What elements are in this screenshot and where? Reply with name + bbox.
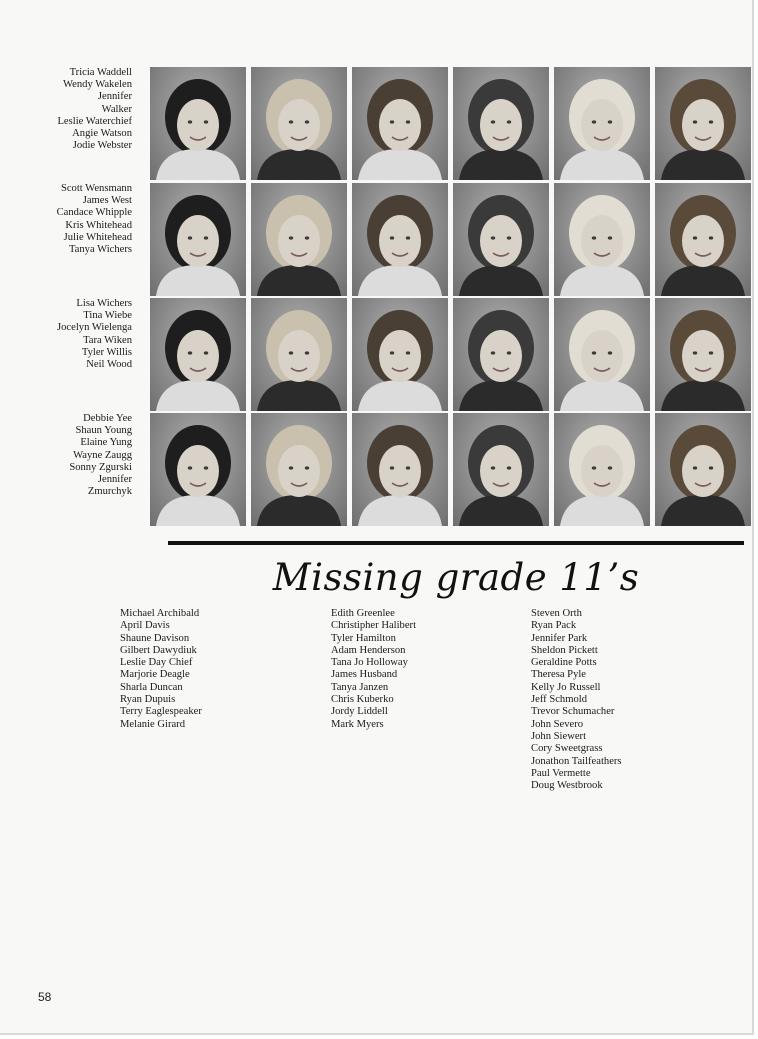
portrait-shape — [156, 380, 240, 411]
student-portrait — [453, 298, 549, 411]
portrait-shape — [682, 445, 724, 497]
portrait-shape — [560, 380, 644, 411]
portrait-shape — [709, 351, 713, 354]
portrait-shape — [406, 466, 410, 469]
portrait-shape — [592, 351, 596, 354]
missing-name: Ryan Dupuis — [120, 694, 176, 706]
missing-name: April Davis — [120, 620, 170, 632]
missing-name: Tana Jo Holloway — [331, 657, 408, 669]
missing-name: Mark Myers — [331, 718, 384, 730]
portrait-shape — [278, 215, 320, 267]
student-portrait — [251, 67, 347, 180]
portrait-shape — [491, 351, 495, 354]
portrait-shape — [379, 445, 421, 497]
missing-name: Trevor Schumacher — [531, 706, 615, 718]
student-name: Tara Wiken — [83, 334, 132, 346]
student-portrait — [453, 67, 549, 180]
photo-strip — [150, 67, 751, 180]
portrait-shape — [278, 445, 320, 497]
portrait-shape — [177, 445, 219, 497]
missing-name: Doug Westbrook — [531, 780, 603, 792]
missing-list-column-1 — [120, 608, 202, 731]
portrait-shape — [204, 236, 208, 239]
portrait-shape — [358, 495, 442, 526]
portrait-shape — [379, 215, 421, 267]
portrait-shape — [682, 215, 724, 267]
missing-name: Theresa Pyle — [531, 669, 587, 681]
missing-name: James Husband — [331, 669, 398, 681]
portrait-shape — [390, 120, 394, 123]
missing-name: John Severo — [531, 718, 584, 730]
missing-name: Melanie Girard — [120, 718, 186, 730]
portrait-shape — [156, 265, 240, 296]
missing-list-column-2 — [331, 608, 416, 731]
portrait-shape — [709, 236, 713, 239]
portrait-shape — [608, 236, 612, 239]
portrait-shape — [289, 236, 293, 239]
portrait-shape — [305, 120, 309, 123]
missing-name: Cory Sweetgrass — [531, 743, 603, 755]
missing-name: Gilbert Dawydiuk — [120, 644, 197, 656]
student-portrait — [251, 413, 347, 526]
photo-strip — [150, 413, 751, 526]
portrait-shape — [507, 236, 511, 239]
student-portrait — [352, 413, 448, 526]
missing-name: Jeff Schmold — [531, 694, 588, 706]
portrait-shape — [608, 466, 612, 469]
portrait-shape — [709, 120, 713, 123]
portrait-shape — [406, 351, 410, 354]
student-portrait — [251, 298, 347, 411]
name-list-row-2 — [20, 183, 132, 256]
portrait-shape — [581, 99, 623, 151]
student-portrait — [554, 67, 650, 180]
portrait-shape — [693, 236, 697, 239]
portrait-shape — [608, 351, 612, 354]
portrait-shape — [491, 120, 495, 123]
student-name: Jocelyn Wielenga — [57, 322, 132, 334]
portrait-shape — [156, 495, 240, 526]
portrait-shape — [480, 215, 522, 267]
portrait-shape — [459, 149, 543, 180]
portrait-shape — [379, 99, 421, 151]
student-name: Walker — [101, 103, 132, 115]
portrait-shape — [305, 236, 309, 239]
student-portrait — [150, 67, 246, 180]
page-number: 58 — [38, 990, 52, 1004]
student-portrait — [655, 67, 751, 180]
student-portrait — [352, 183, 448, 296]
photo-strip — [150, 298, 751, 411]
portrait-shape — [592, 466, 596, 469]
student-name: Jennifer — [97, 91, 132, 103]
portrait-shape — [693, 120, 697, 123]
name-list-row-3 — [20, 298, 132, 371]
missing-name: Sheldon Pickett — [531, 644, 598, 656]
portrait-shape — [257, 380, 341, 411]
portrait-shape — [709, 466, 713, 469]
portrait-shape — [682, 99, 724, 151]
portrait-shape — [560, 265, 644, 296]
missing-name: Jennifer Park — [531, 632, 588, 644]
portrait-shape — [693, 466, 697, 469]
photo-strip — [150, 183, 751, 296]
student-portrait — [453, 183, 549, 296]
missing-name: Edith Greenlee — [331, 608, 395, 619]
student-portrait — [655, 183, 751, 296]
portrait-shape — [204, 466, 208, 469]
missing-name: Geraldine Potts — [531, 657, 597, 669]
student-portrait — [554, 183, 650, 296]
portrait-shape — [693, 351, 697, 354]
student-portrait — [150, 413, 246, 526]
portrait-shape — [390, 351, 394, 354]
missing-name: John Siewert — [531, 730, 587, 742]
missing-name: Ryan Pack — [531, 620, 577, 632]
student-portrait — [554, 413, 650, 526]
portrait-shape — [390, 466, 394, 469]
missing-name: Leslie Day Chief — [120, 657, 193, 669]
student-name: Leslie Waterchief — [57, 115, 132, 127]
missing-name: Paul Vermette — [531, 767, 591, 779]
missing-name: Steven Orth — [531, 608, 582, 619]
portrait-shape — [188, 236, 192, 239]
student-name: Jennifer — [97, 474, 132, 486]
portrait-shape — [278, 99, 320, 151]
portrait-shape — [188, 120, 192, 123]
portrait-shape — [289, 351, 293, 354]
portrait-shape — [480, 330, 522, 382]
student-name: Wayne Zaugg — [73, 449, 132, 461]
missing-name: Christipher Halibert — [331, 620, 417, 632]
student-name: Kris Whitehead — [65, 219, 132, 231]
missing-name: Adam Henderson — [331, 644, 406, 656]
section-divider — [168, 541, 744, 545]
portrait-shape — [459, 495, 543, 526]
portrait-shape — [661, 149, 745, 180]
missing-name: Marjorie Deagle — [120, 669, 190, 681]
missing-name: Michael Archibald — [120, 608, 200, 619]
portrait-shape — [358, 265, 442, 296]
student-name: Angie Watson — [72, 128, 132, 140]
portrait-shape — [581, 445, 623, 497]
missing-name: Chris Kuberko — [331, 694, 394, 706]
student-name: Tanya Wichers — [68, 244, 132, 256]
portrait-shape — [289, 120, 293, 123]
student-portrait — [655, 413, 751, 526]
portrait-shape — [156, 149, 240, 180]
portrait-shape — [204, 120, 208, 123]
portrait-shape — [581, 330, 623, 382]
portrait-shape — [661, 265, 745, 296]
name-list-row-1 — [20, 67, 132, 152]
portrait-shape — [661, 380, 745, 411]
missing-name: Tyler Hamilton — [331, 632, 396, 644]
portrait-shape — [560, 495, 644, 526]
portrait-shape — [560, 149, 644, 180]
portrait-shape — [188, 466, 192, 469]
student-name: Tricia Waddell — [69, 67, 132, 78]
portrait-shape — [661, 495, 745, 526]
missing-name: Sharla Duncan — [120, 681, 183, 693]
student-name: Neil Wood — [86, 359, 132, 371]
student-name: Tina Wiebe — [83, 310, 132, 322]
portrait-shape — [358, 380, 442, 411]
portrait-shape — [289, 466, 293, 469]
missing-name: Terry Eaglespeaker — [120, 706, 202, 718]
student-name: Julie Whitehead — [63, 231, 132, 243]
student-name: Elaine Yung — [80, 437, 132, 449]
portrait-shape — [257, 149, 341, 180]
portrait-shape — [459, 380, 543, 411]
missing-name: Jonathon Tailfeathers — [531, 755, 622, 767]
portrait-shape — [507, 120, 511, 123]
portrait-shape — [358, 149, 442, 180]
portrait-shape — [480, 445, 522, 497]
portrait-shape — [406, 236, 410, 239]
student-name: Candace Whipple — [56, 207, 132, 219]
missing-heading: Missing grade 11’s — [272, 556, 640, 599]
student-name: Sonny Zgurski — [69, 461, 132, 473]
portrait-shape — [592, 120, 596, 123]
student-name: Debbie Yee — [83, 413, 132, 424]
student-portrait — [352, 67, 448, 180]
portrait-shape — [257, 265, 341, 296]
portrait-shape — [406, 120, 410, 123]
student-name: Lisa Wichers — [76, 298, 132, 309]
portrait-shape — [592, 236, 596, 239]
student-name: Tyler Willis — [81, 346, 132, 358]
portrait-shape — [480, 99, 522, 151]
portrait-shape — [305, 466, 309, 469]
portrait-shape — [188, 351, 192, 354]
missing-list-column-3 — [531, 608, 622, 792]
portrait-shape — [177, 330, 219, 382]
student-name: Zmurchyk — [87, 486, 132, 498]
portrait-shape — [608, 120, 612, 123]
student-portrait — [352, 298, 448, 411]
portrait-shape — [278, 330, 320, 382]
student-name: James West — [82, 195, 132, 207]
missing-name: Kelly Jo Russell — [531, 681, 601, 693]
student-portrait — [251, 183, 347, 296]
missing-name: Tanya Janzen — [331, 681, 389, 693]
portrait-shape — [305, 351, 309, 354]
student-portrait — [453, 413, 549, 526]
portrait-shape — [682, 330, 724, 382]
missing-name: Shaune Davison — [120, 632, 190, 644]
portrait-shape — [507, 466, 511, 469]
portrait-shape — [204, 351, 208, 354]
portrait-shape — [459, 265, 543, 296]
student-portrait — [655, 298, 751, 411]
portrait-shape — [257, 495, 341, 526]
portrait-shape — [581, 215, 623, 267]
name-list-row-4 — [20, 413, 132, 498]
portrait-shape — [177, 99, 219, 151]
portrait-shape — [491, 236, 495, 239]
student-name: Wendy Wakelen — [63, 79, 132, 91]
student-portrait — [554, 298, 650, 411]
portrait-shape — [379, 330, 421, 382]
missing-name: Jordy Liddell — [331, 706, 388, 718]
student-name: Shaun Young — [75, 425, 132, 437]
portrait-shape — [177, 215, 219, 267]
student-name: Scott Wensmann — [60, 183, 132, 194]
portrait-shape — [507, 351, 511, 354]
student-portrait — [150, 298, 246, 411]
student-name: Jodie Webster — [72, 140, 132, 152]
portrait-shape — [491, 466, 495, 469]
portrait-shape — [390, 236, 394, 239]
student-portrait — [150, 183, 246, 296]
